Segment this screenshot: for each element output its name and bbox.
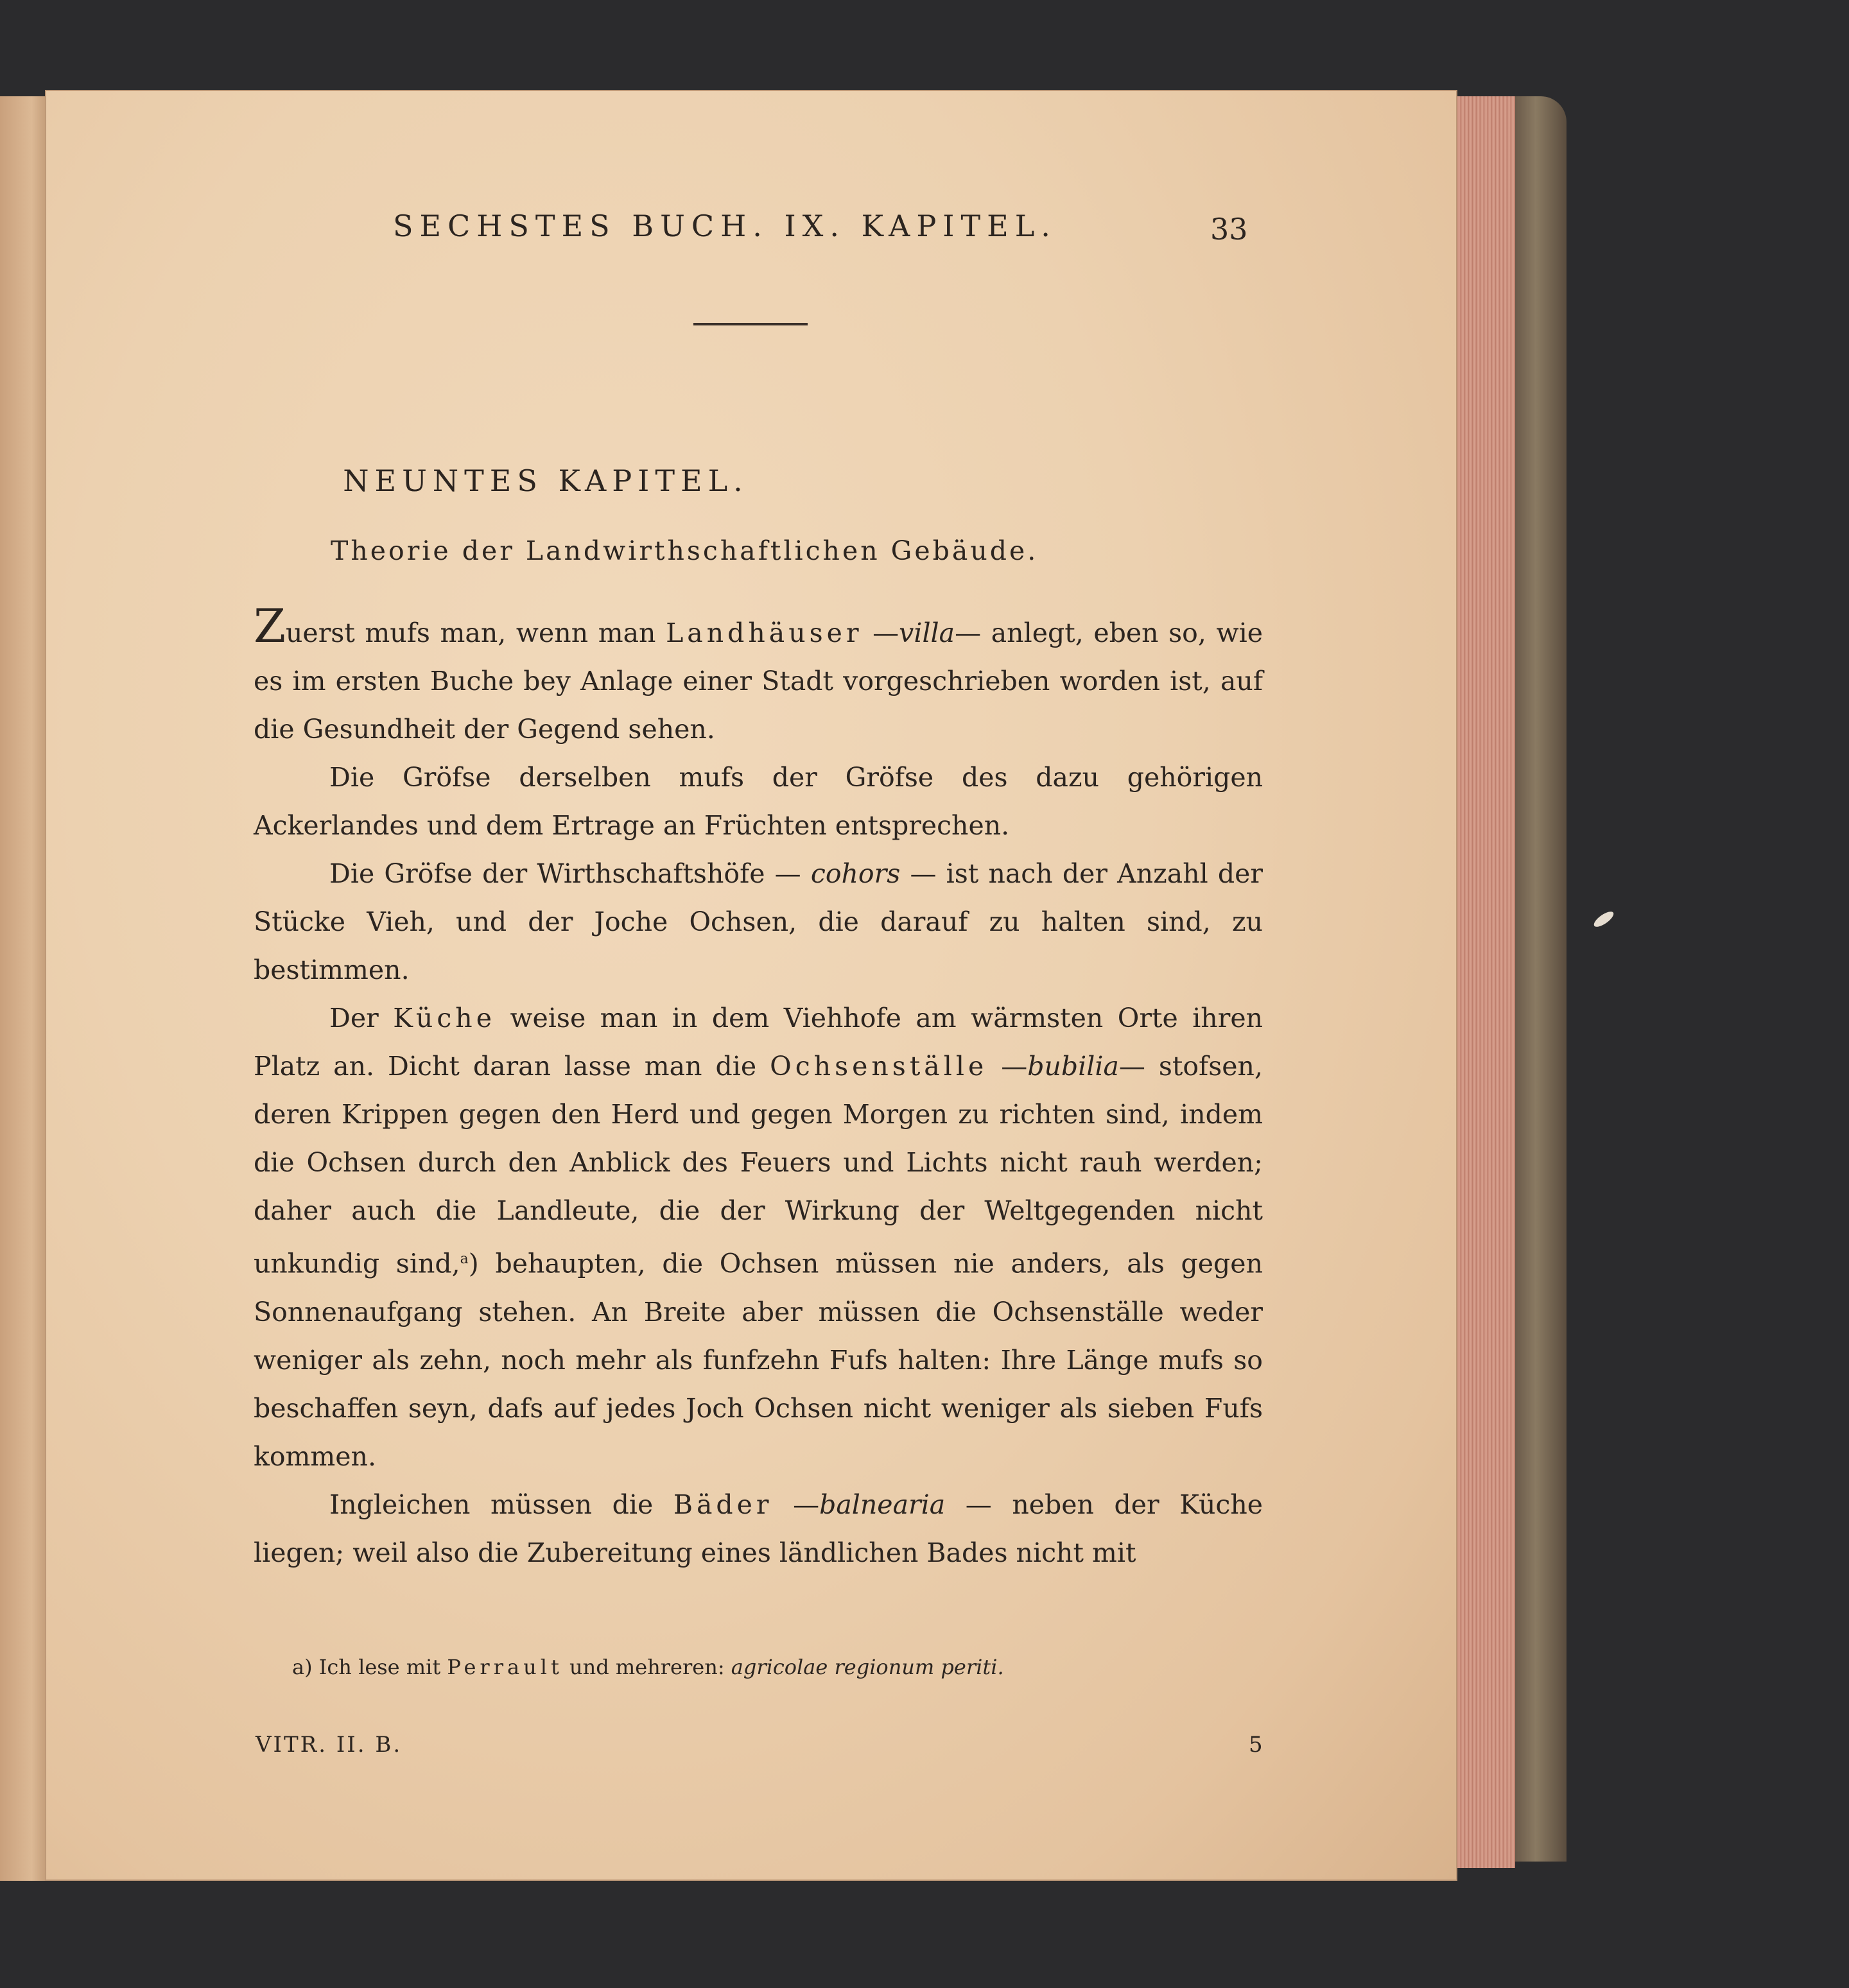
paragraph-4	[254, 994, 1263, 1481]
text-run: Die Gröfse der Wirthschaftshöfe —	[329, 858, 811, 889]
book-fore-edge	[1457, 96, 1515, 1868]
latin-term: cohors	[810, 858, 901, 889]
spaced-term: Perrault	[447, 1655, 563, 1679]
text-run: Ingleichen müssen die	[329, 1489, 673, 1520]
paragraph-2	[254, 754, 1263, 850]
header-rule	[693, 323, 808, 325]
signature-mark: VITR. II. B.	[256, 1732, 403, 1758]
text-run: Die Gröfse derselben mufs der Gröfse des dazu gehörigen Ackerlandes und dem Ertrage an Früchten entsprechen.	[254, 762, 1263, 841]
text-run: —	[862, 618, 899, 648]
text-run: — anlegt, eben so, wie es im ersten Buche bey Anlage einer Stadt vorgeschrieben worden ist, auf die Gesundheit der Gegend sehen.	[254, 618, 1263, 745]
footnote-ref: a	[460, 1251, 469, 1267]
text-run: weise man in dem Viehhofe am wärmsten Orte ihren Platz an. Dicht daran lasse man die	[254, 1003, 1263, 1082]
body-text	[254, 599, 1263, 1577]
text-run: — neben der Küche liegen; weil also die Zubereitung eines ländlichen Bades nicht mit	[254, 1489, 1263, 1568]
text-run: uerst mufs man, wenn man	[286, 618, 666, 648]
drop-cap: Z	[254, 599, 286, 653]
chapter-subtitle: Theorie der Landwirthschaftlichen Gebäude.	[331, 535, 1039, 566]
signature-number: 5	[1249, 1732, 1263, 1758]
text-run: ) behaupten, die Ochsen müssen nie anders, als gegen Sonnenaufgang stehen. An Breite aber müssen die Ochsenställe weder weniger als zehn, noch mehr als funfzehn Fufs halten: Ihre Länge mufs so beschaffen seyn, dafs auf jedes Joch Ochsen nicht weniger als sieben Fufs kommen.	[254, 1248, 1263, 1472]
book-cover-edge	[1515, 96, 1567, 1862]
latin-term: agricolae regionum periti.	[731, 1655, 1004, 1679]
paragraph-3	[254, 850, 1263, 994]
running-head: SECHSTES BUCH. IX. KAPITEL.	[393, 209, 1057, 243]
latin-term: balnearia	[819, 1489, 946, 1520]
paragraph-5	[254, 1481, 1263, 1577]
paragraph-1	[254, 599, 1263, 754]
text-run: und mehreren:	[562, 1655, 731, 1679]
text-run: —	[772, 1489, 820, 1520]
text-run: — ist nach der Anzahl der Stücke Vieh, und der Joche Ochsen, die darauf zu halten sind, zu bestimmen.	[254, 858, 1263, 985]
page-number: 33	[1210, 212, 1248, 246]
chapter-title-text: NEUNTES KAPITEL.	[343, 463, 749, 498]
spaced-term: Ochsenställe	[770, 1051, 988, 1082]
latin-term: bubilia	[1027, 1051, 1119, 1082]
spaced-term: Bäder	[673, 1489, 773, 1520]
spaced-term: Küche	[393, 1003, 496, 1033]
paper-speck	[1592, 909, 1616, 929]
text-run: Der	[329, 1003, 394, 1033]
footnote	[292, 1655, 1004, 1679]
text-run: —	[987, 1051, 1028, 1082]
text-run: — stofsen, deren Krippen gegen den Herd und gegen Morgen zu richten sind, indem die Ochsen durch den Anblick des Feuers und Lichts nicht rauh werden; daher auch die Landleute, die der Wirkung der Weltgegenden nicht unkundig sind,	[254, 1051, 1263, 1279]
chapter-title	[0, 463, 1849, 498]
spaced-term: Landhäuser	[666, 618, 863, 648]
latin-term: villa	[899, 618, 955, 648]
text-run: a) Ich lese mit	[292, 1655, 447, 1679]
